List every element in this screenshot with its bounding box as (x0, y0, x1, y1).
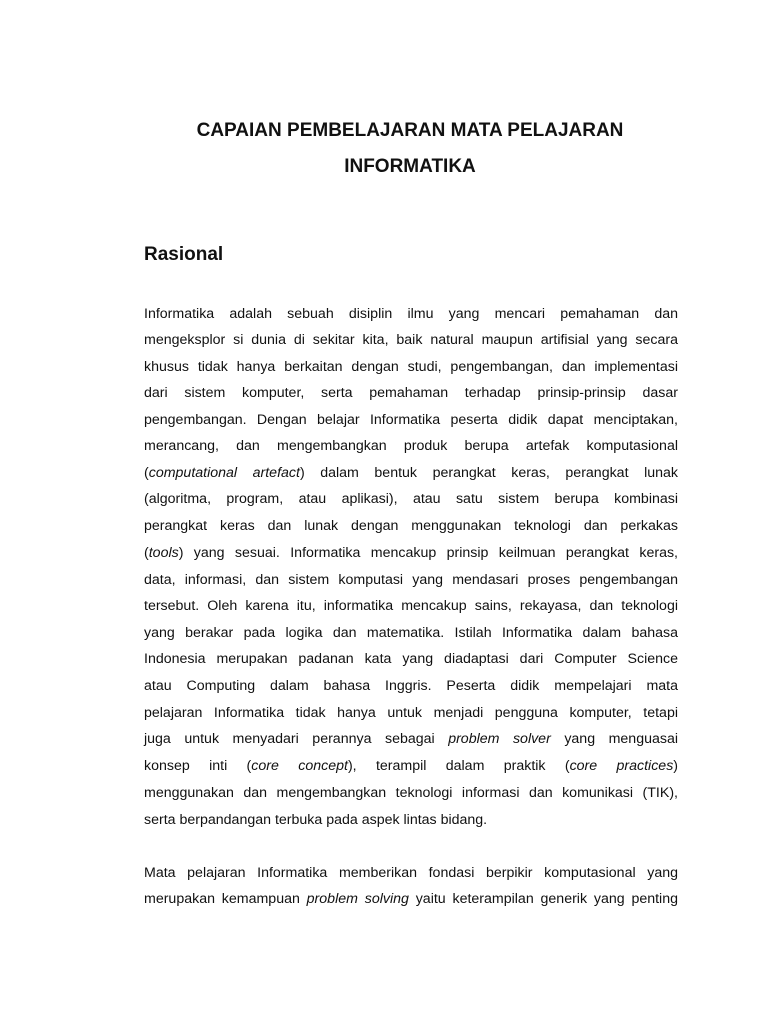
italic-term: problem solver (448, 731, 551, 747)
section-heading-rasional: Rasional (144, 244, 224, 265)
italic-term: computational artefact (148, 465, 300, 481)
italic-term: core practices (569, 758, 674, 774)
text-segment: yaitu keterampilan generik yang penting (408, 891, 678, 907)
text-segment: juga untuk menyadari perannya sebagai (144, 731, 449, 747)
paragraph-line: atau Computing dalam bahasa Inggris. Peserta didik mempelajari mata (144, 678, 678, 694)
paragraph-line: merancang, dan mengembangkan produk berupa artefak komputasional (144, 438, 678, 454)
paragraph-line (144, 753, 678, 779)
text-segment: ) yang sesuai. Informatika mencakup prinsip keilmuan perangkat keras, (178, 545, 678, 561)
paragraph-line: menggunakan dan mengembangkan teknologi informasi dan komunikasi (TIK), (144, 785, 678, 801)
text-segment: ), terampil dalam praktik ( (347, 758, 570, 774)
document-title-line-1: CAPAIAN PEMBELAJARAN MATA PELAJARAN (196, 120, 624, 141)
paragraph-line: Mata pelajaran Informatika memberikan fondasi berpikir komputasional yang (144, 865, 678, 881)
paragraph-line: tersebut. Oleh karena itu, informatika mencakup sains, rekayasa, dan teknologi (144, 598, 678, 614)
paragraph-line: yang berakar pada logika dan matematika. Istilah Informatika dalam bahasa (144, 625, 678, 641)
paragraph-line: khusus tidak hanya berkaitan dengan studi, pengembangan, dan implementasi (144, 359, 678, 375)
paragraph-line: pengembangan. Dengan belajar Informatika peserta didik dapat menciptakan, (144, 412, 678, 428)
text-segment: ( (144, 465, 149, 481)
paragraph-line: pelajaran Informatika tidak hanya untuk menjadi pengguna komputer, tetapi (144, 705, 678, 721)
text-segment: yang menguasai (550, 731, 679, 747)
paragraph-line: serta berpandangan terbuka pada aspek lintas bidang. (144, 812, 488, 828)
text-segment: merupakan kemampuan (144, 891, 307, 907)
paragraph-line: (algoritma, program, atau aplikasi), atau satu sistem berupa kombinasi (144, 491, 678, 507)
paragraph-line (144, 726, 678, 752)
paragraph-line: Informatika adalah sebuah disiplin ilmu yang mencari pemahaman dan (144, 306, 678, 322)
italic-term: problem solving (306, 891, 409, 907)
paragraph-line: data, informasi, dan sistem komputasi yang mendasari proses pengembangan (144, 572, 678, 588)
paragraph-line: mengeksplor si dunia di sekitar kita, baik natural maupun artifisial yang secara (144, 332, 678, 348)
text-segment: ) (673, 758, 679, 774)
paragraph-line (144, 540, 678, 566)
paragraph-line: dari sistem komputer, serta pemahaman terhadap prinsip-prinsip dasar (144, 385, 678, 401)
paragraph-line (144, 886, 678, 912)
italic-term: tools (148, 545, 179, 561)
italic-term: core concept (251, 758, 348, 774)
text-segment: ) dalam bentuk perangkat keras, perangkat lunak (299, 465, 678, 481)
text-segment: konsep inti ( (144, 758, 252, 774)
text-segment: ( (144, 545, 149, 561)
paragraph-line: Indonesia merupakan padanan kata yang diadaptasi dari Computer Science (144, 651, 678, 667)
paragraph-line: perangkat keras dan lunak dengan menggunakan teknologi dan perkakas (144, 518, 678, 534)
document-title-line-2: INFORMATIKA (344, 156, 476, 177)
paragraph-line (144, 460, 678, 486)
